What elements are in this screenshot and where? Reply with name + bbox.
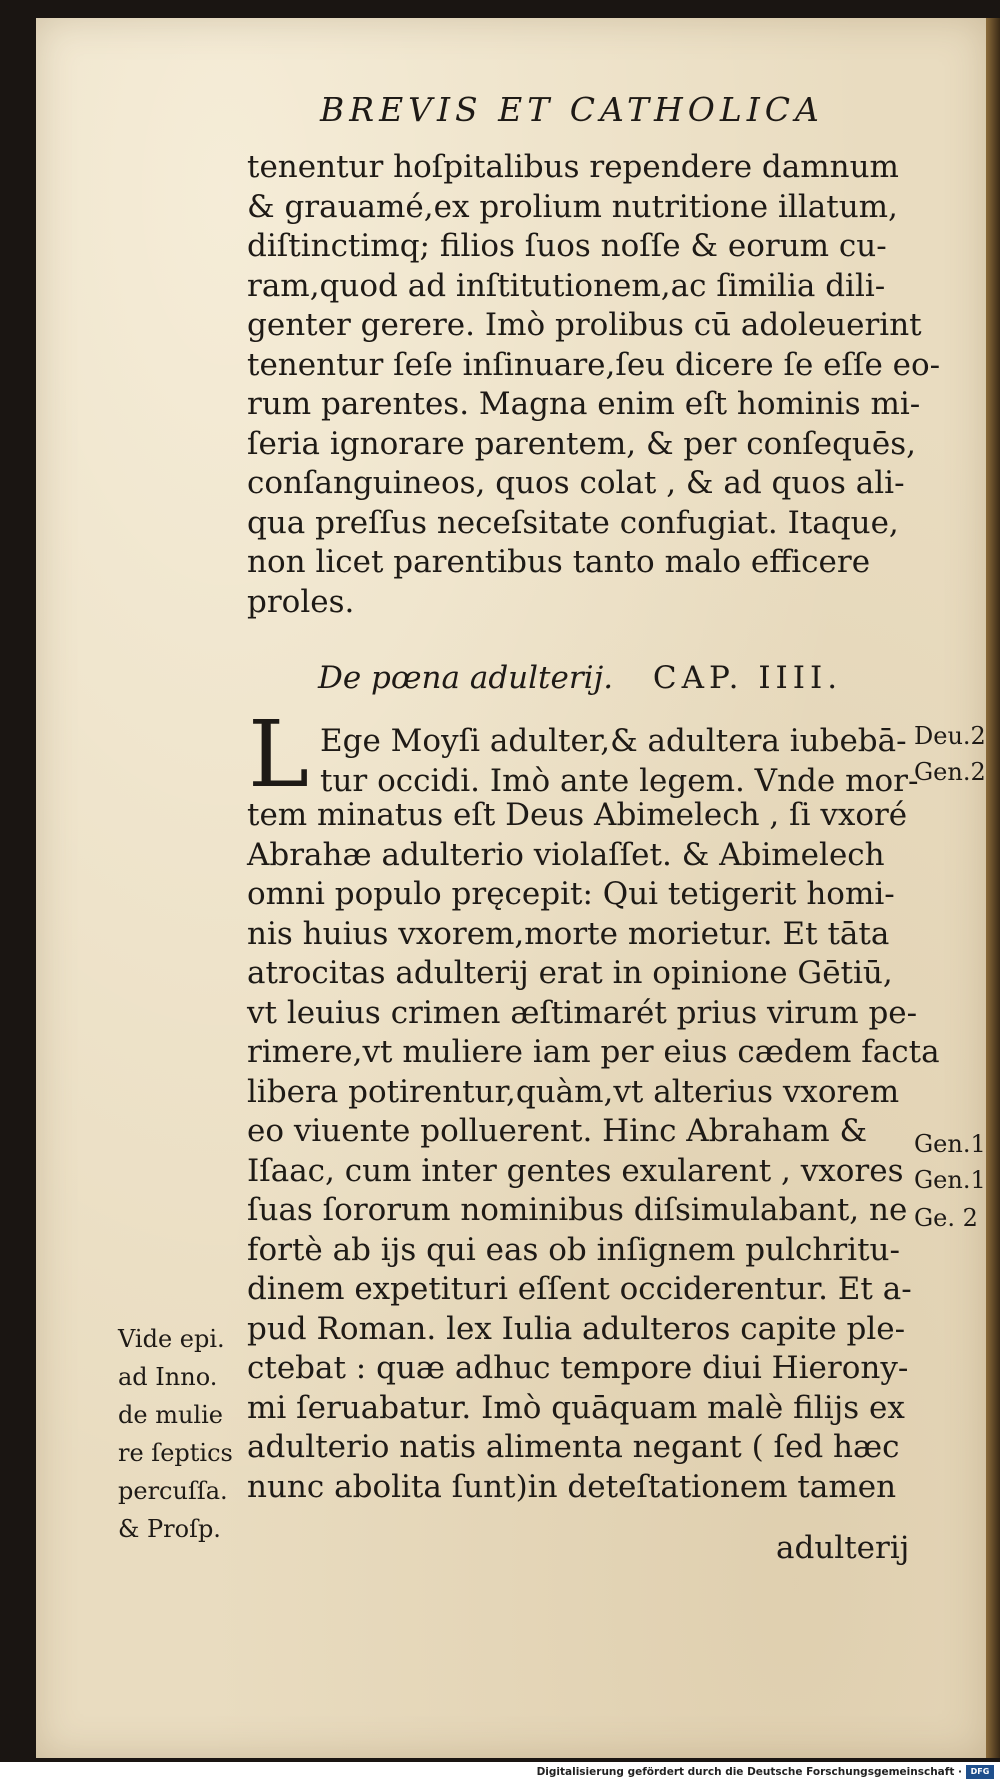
running-head: BREVIS ET CATHOLICA	[320, 90, 824, 129]
text-line: qua preſſus neceſsitate confugiat. Itaque,	[247, 504, 899, 541]
text-line: dinem expetituri eſſent occiderentur. Et a-	[247, 1271, 912, 1307]
text-line: genter gerere. Imò prolibus cū adoleuerint	[247, 307, 922, 343]
paragraph-1	[247, 148, 941, 622]
text-line: mi ſeruabatur. Imò quāquam malè filijs ex	[247, 1389, 905, 1426]
paragraph-2	[247, 796, 940, 1507]
text-line: nunc abolita ſunt)in deteſtationem tamen	[247, 1468, 897, 1505]
text-line: omni populo pręcepit: Qui tetigerit homi-	[247, 876, 895, 912]
text-line: non licet parentibus tanto malo efficere	[247, 544, 871, 580]
text-line: rum parentes. Magna enim eſt hominis mi-	[247, 386, 921, 422]
chapter-heading	[318, 660, 842, 696]
text-line: diſtinctimq; filios ſuos noſſe & eorum cu-	[247, 228, 887, 264]
text-line: adulterio natis alimenta negant ( ſed hæc	[247, 1429, 900, 1465]
text-line: tur occidi. Imò ante legem. Vnde mor-	[320, 762, 919, 799]
paragraph-2-opening	[320, 722, 919, 801]
text-line: ſeria ignorare parentem, & per conſequēs,	[247, 425, 916, 462]
text-line: & grauamé,ex prolium nutritione illatum,	[247, 188, 898, 225]
text-line: conſanguineos, quos colat , & ad quos ali-	[247, 465, 905, 501]
text-line: fortè ab ijs qui eas ob inſignem pulchritu-	[247, 1231, 900, 1268]
text-line: libera potirentur,quàm,vt alterius vxorem	[247, 1073, 900, 1110]
text-line: atrocitas adulterij erat in opinione Gētiū,	[247, 955, 893, 991]
margin-line: Vide epi.	[118, 1325, 225, 1353]
margin-note-right: Ge. 2	[914, 1204, 978, 1232]
margin-line: percuſſa.	[118, 1477, 228, 1505]
page-edge	[986, 18, 1000, 1758]
margin-line: & Proſp.	[118, 1515, 221, 1543]
text-line: tenentur hoſpitalibus rependere damnum	[247, 149, 899, 185]
text-line: nis huius vxorem,morte morietur. Et tāta	[247, 915, 890, 952]
margin-line: re ſeptics	[118, 1439, 233, 1467]
text-line: Ege Moyſi adulter,& adultera iubebā-	[320, 723, 907, 759]
text-line: tem minatus eſt Deus Abimelech , ſi vxoré	[247, 797, 908, 833]
dfg-logo: DFG	[966, 1765, 994, 1779]
text-line: pud Roman. lex Iulia adulteros capite ple-	[247, 1310, 906, 1347]
text-line: Iſaac, cum inter gentes exularent , vxores	[247, 1152, 904, 1189]
catchword: adulterij	[776, 1530, 910, 1566]
text-line: tenentur ſeſe inſinuare,ſeu dicere ſe eſſe eo-	[247, 346, 941, 383]
text-line: Abrahæ adulterio violaſſet. & Abimelech	[247, 836, 885, 873]
chapter-number: CAP. IIII.	[652, 660, 843, 696]
text-line: proles.	[247, 583, 355, 620]
margin-note-right: Deu.2	[914, 722, 986, 750]
text-line: ram,quod ad inſtitutionem,ac ſimilia dili-	[247, 267, 886, 304]
margin-line: de mulie	[118, 1401, 223, 1429]
text-line: vt leuius crimen æſtimarét prius virum pe-	[247, 994, 918, 1031]
margin-line: ad Inno.	[118, 1363, 218, 1391]
margin-note-right: Gen.2	[914, 758, 986, 786]
drop-cap: L	[248, 701, 310, 808]
margin-note-left	[118, 1320, 254, 1548]
text-line: ctebat : quæ adhuc tempore diui Hierony-	[247, 1350, 909, 1386]
digitization-credit: Digitalisierung gefördert durch die Deutsche Forschungsgemeinschaft ·	[536, 1766, 962, 1778]
text-line: eo viuente polluerent. Hinc Abraham &	[247, 1113, 868, 1149]
text-line: ſuas ſororum nominibus diſsimulabant, ne	[247, 1192, 908, 1228]
text-line: rimere,vt muliere iam per eius cædem facta	[247, 1034, 940, 1070]
chapter-title: De pœna adulterij.	[318, 660, 614, 696]
margin-note-right: Gen.1	[914, 1166, 986, 1194]
margin-note-right: Gen.1	[914, 1130, 986, 1158]
